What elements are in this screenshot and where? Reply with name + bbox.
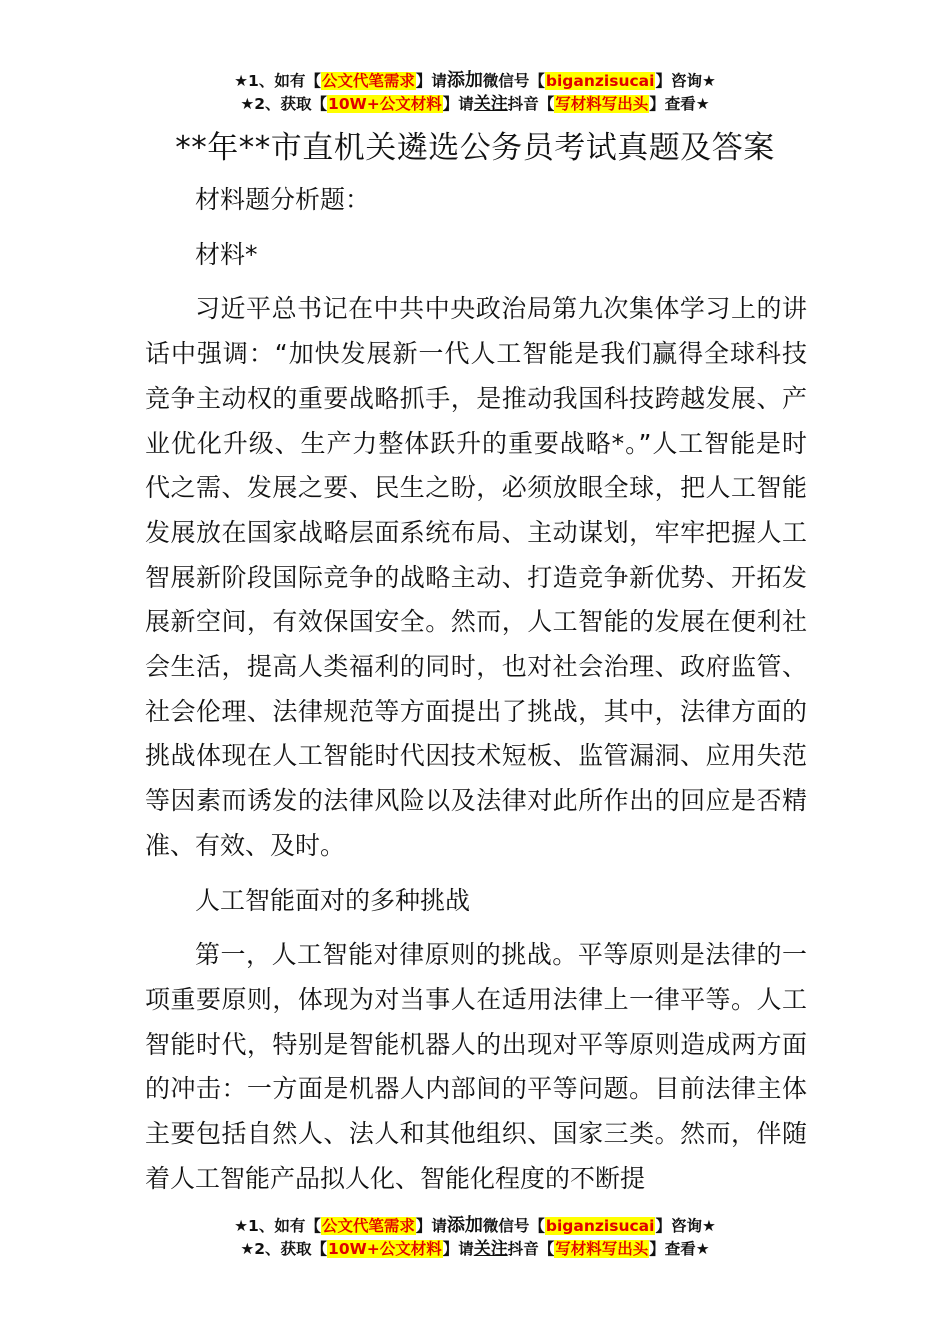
star-icon: ★ [240,1240,255,1258]
banner-text: 】咨询★ [655,72,716,90]
banner-text: 】请 [442,95,474,113]
banner-text: 微信号【 [482,72,545,90]
banner-emphasis: 添加 [446,1215,483,1236]
banner-text: 微信号【 [482,1217,545,1235]
star-icon: ★ [234,1217,249,1235]
section-label: 材料题分析题： [195,185,371,214]
document-title: **年**市直机关遴选公务员考试真题及答案 [175,130,775,166]
banner-text: 】查看★ [649,1240,710,1258]
star-icon: ★ [240,95,255,113]
banner-text: 2、获取【 [254,95,328,113]
highlight-service: 公文代笔需求 [321,72,415,90]
section-label: 材料* [195,239,258,269]
banner-text: 】查看★ [649,95,710,113]
highlight-service: 公文代笔需求 [321,1217,415,1235]
header-banner [0,69,950,116]
banner-text: 1、如有【 [248,1217,321,1235]
banner-line-1 [0,1214,950,1238]
banner-text: 】请 [415,72,447,90]
banner-emphasis: 关注 [473,94,508,114]
star-icon: ★ [234,72,249,90]
body-paragraph: 习近平总书记在中共中央政治局第九次集体学习上的讲话中强调：“加快发展新一代人工智能是我们赢得全球科技竞争主动权的重要战略抓手，是推动我国科技跨越发展、产业优化升级、生产力整体跃升的重要战略*。”人工智能是时代之需、发展之要、民生之盼，必须放眼全球，把人工智能发展放在国家战略层面系统布局、主动谋划，牢牢把握人工智展新阶段国际竞争的战略主动、打造竞争新优势、开拓发展新空间，有效保国安全。然而，人工智能的发展在便利社会生活，提高人类福利的同时，也对社会治理、政府监管、社会伦理、法律规范等方面提出了挑战，其中，法律方面的挑战体现在人工智能时代因技术短板、监管漏洞、应用失范等因素而诱发的法律风险以及法律对此所作出的回应是否精准、有效、及时。 [145,294,807,860]
highlight-douyin: 写材料写出头 [555,1240,649,1258]
banner-text: 2、获取【 [254,1240,328,1258]
banner-line-2 [0,1238,950,1261]
banner-line-2 [0,93,950,116]
banner-text: 1、如有【 [248,72,321,90]
document-body [145,178,807,1211]
banner-text: 】请 [415,1217,447,1235]
banner-text: 抖音【 [507,1240,555,1258]
banner-text: 】咨询★ [655,1217,716,1235]
highlight-materials: 10W+公文材料 [328,95,442,113]
banner-line-1 [0,69,950,93]
banner-text: 抖音【 [507,95,555,113]
banner-text: 】请 [442,1240,474,1258]
highlight-wechat-id: biganzisucai [545,72,655,90]
section-heading: 人工智能面对的多种挑战 [195,885,471,915]
highlight-materials: 10W+公文材料 [328,1240,442,1258]
highlight-douyin: 写材料写出头 [555,95,649,113]
banner-emphasis: 添加 [446,70,483,91]
body-paragraph: 第一，人工智能对律原则的挑战。平等原则是法律的一项重要原则，体现为对当事人在适用法律上一律平等。人工智能时代，特别是智能机器人的出现对平等原则造成两方面的冲击：一方面是机器人内部间的平等问题。目前法律主体主要包括自然人、法人和其他组织、国家三类。然而，伴随着人工智能产品拟人化、智能化程度的不断提 [145,940,807,1193]
highlight-wechat-id: biganzisucai [545,1217,655,1235]
footer-banner [0,1214,950,1261]
banner-emphasis: 关注 [473,1239,508,1259]
